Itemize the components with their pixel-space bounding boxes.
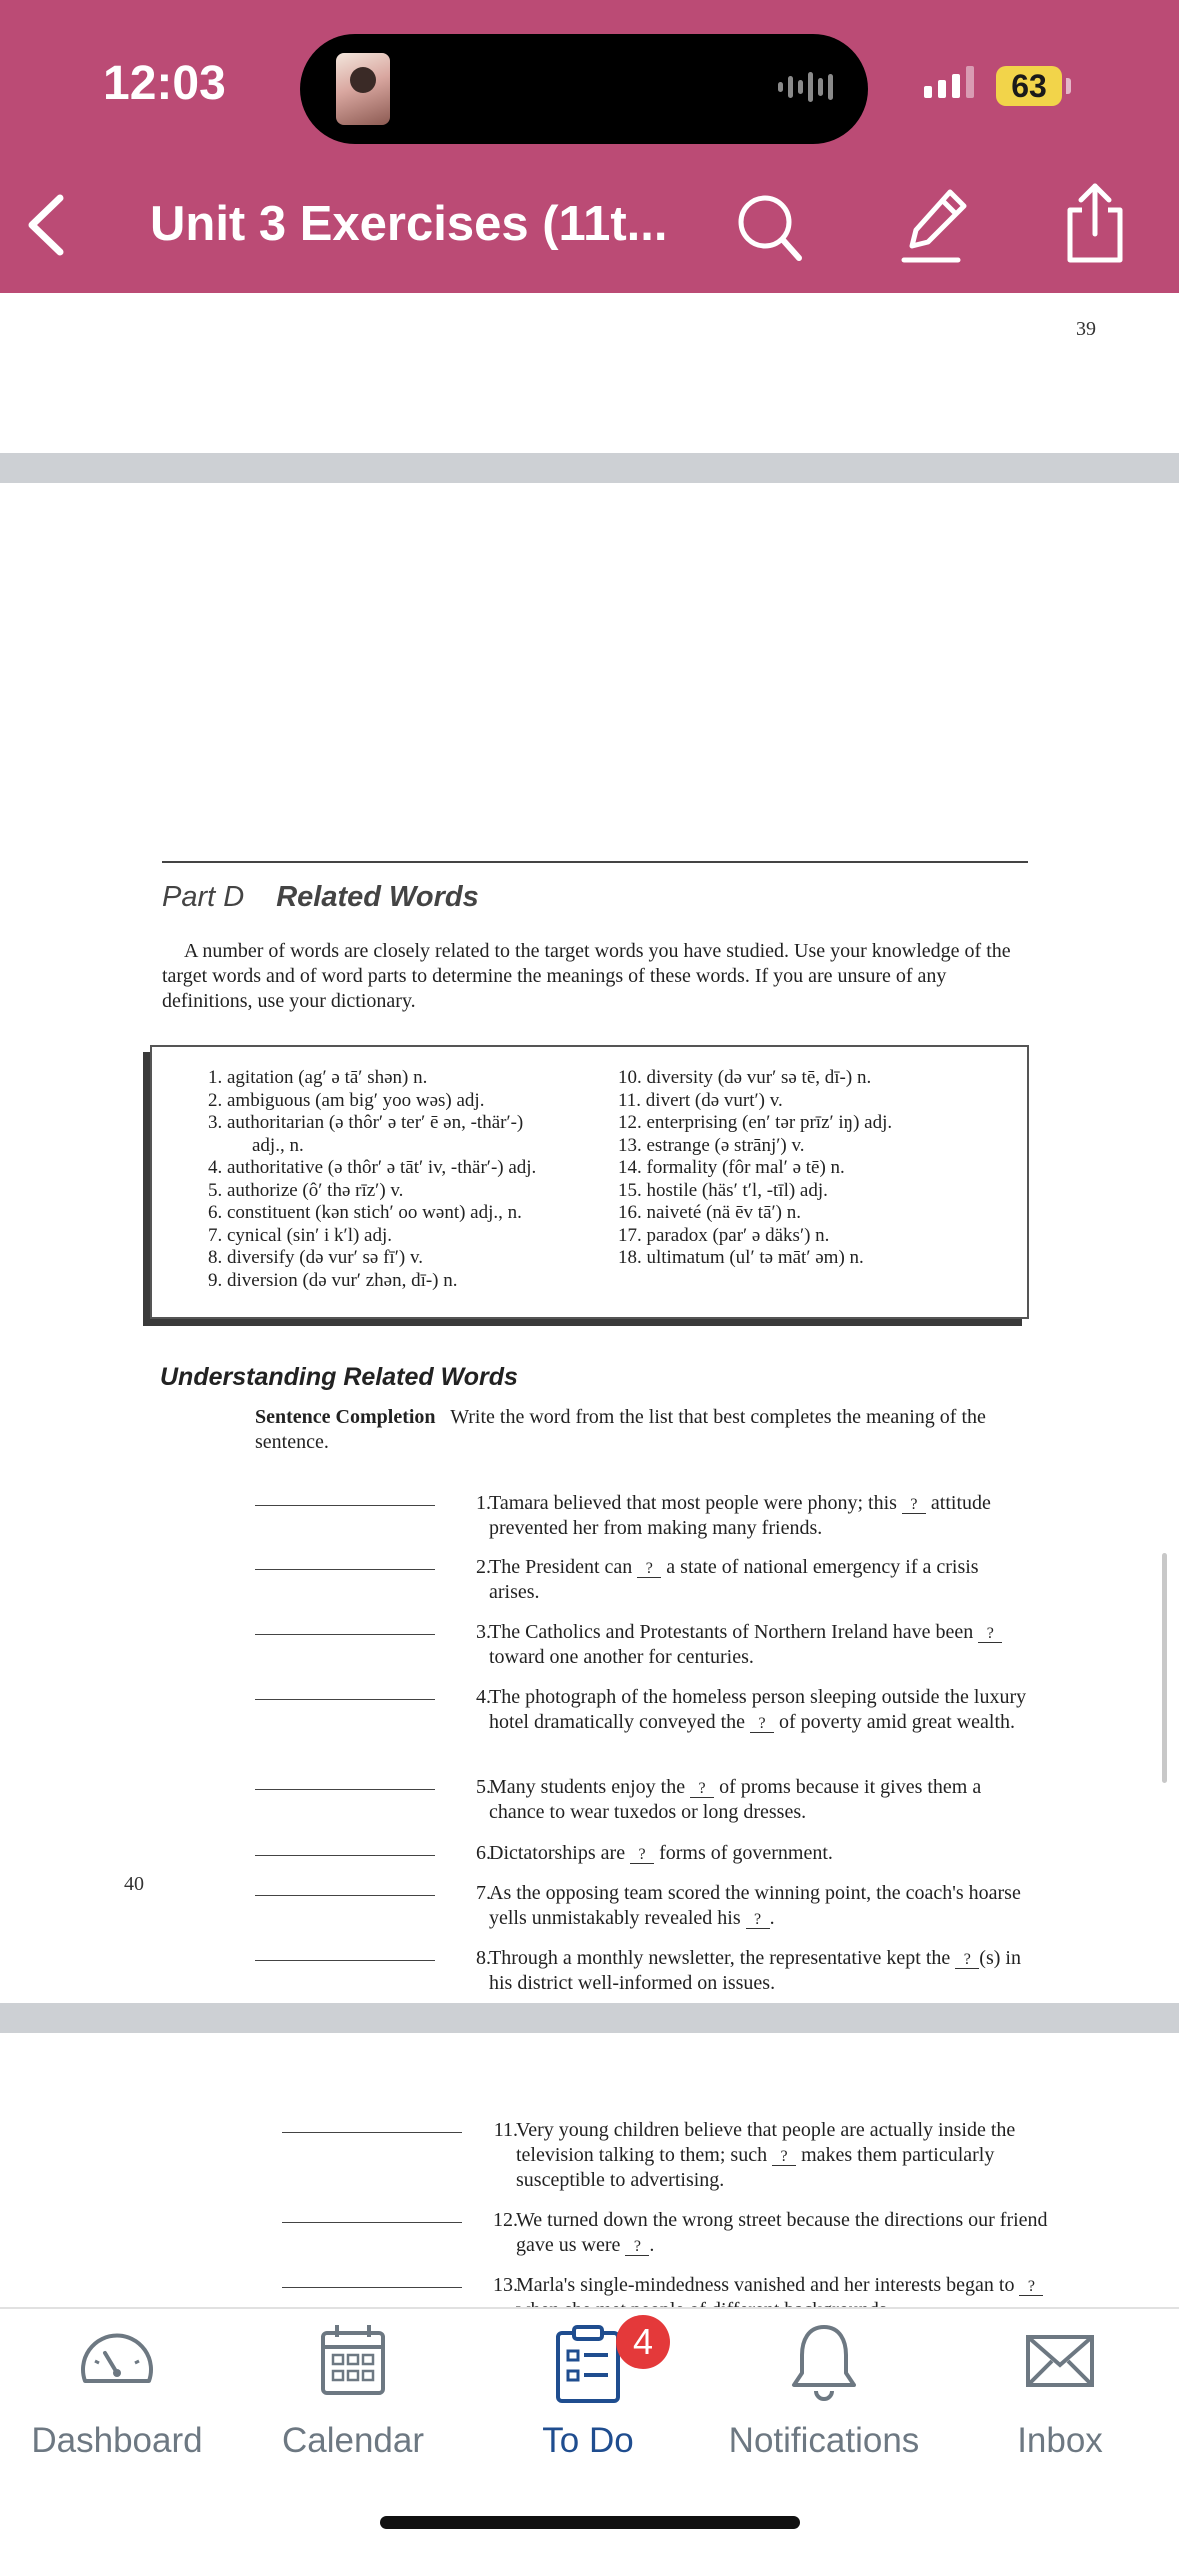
intro-paragraph: A number of words are closely related to the target words you have studied. Use your knowledge of the target words and of word parts to determine the meanings of these words. If you are unsure of any definitions, use your dictionary. xyxy=(162,940,1011,1012)
word-entry: 16. naiveté (nä ēv tā′) n. xyxy=(618,1202,801,1223)
battery-level: 63 xyxy=(996,66,1062,106)
nav-inbox[interactable] xyxy=(950,2309,1170,2509)
word-list-left xyxy=(208,1067,536,1292)
share-button[interactable] xyxy=(1060,180,1130,271)
word-entry: 2. ambiguous (am big′ yoo wəs) adj. xyxy=(208,1089,485,1111)
word-entry: 1. agitation (ag′ ə tā′ shən) n. xyxy=(208,1067,428,1088)
page-separator xyxy=(0,453,1179,483)
audio-wave-icon xyxy=(778,72,833,102)
page-title: Unit 3 Exercises (11t... xyxy=(150,197,668,251)
item-text: The photograph of the homeless person sleeping outside the luxury hotel dramatically conveyed the ? of poverty amid great wealth. xyxy=(489,1686,1027,1733)
part-heading xyxy=(162,881,479,914)
word-list-right xyxy=(618,1067,892,1270)
answer-blank[interactable] xyxy=(255,1699,435,1700)
word-entry: 7. cynical (sin′ i k′l) adj. xyxy=(208,1224,393,1246)
item-number: 2. xyxy=(476,1556,491,1578)
search-button[interactable] xyxy=(735,186,805,271)
section-heading: Understanding Related Words xyxy=(160,1363,518,1391)
status-time: 12:03 xyxy=(103,57,226,110)
nav-label: To Do xyxy=(542,2421,634,2460)
word-entry: 18. ultimatum (ul′ tə māt′ əm) n. xyxy=(618,1247,864,1268)
item-number: 8. xyxy=(476,1947,491,1969)
scrollbar[interactable] xyxy=(1162,1553,1167,1783)
nav-label: Inbox xyxy=(1017,2421,1103,2460)
blank-marker: ? xyxy=(625,2239,649,2256)
page-separator xyxy=(0,2003,1179,2033)
item-number: 3. xyxy=(476,1621,491,1643)
word-entry: 3. authoritarian (ə thôr′ ə ter′ ē ən, -thär′-) xyxy=(208,1112,524,1133)
blank-marker: ? xyxy=(690,1781,714,1798)
blank-marker: ? xyxy=(746,1912,770,1929)
word-entry: 4. authoritative (ə thôr′ ə tāt′ iv, -thär′-) adj. xyxy=(208,1157,537,1178)
blank-marker: ? xyxy=(1019,2279,1043,2296)
answer-blank[interactable] xyxy=(255,1634,435,1635)
home-indicator[interactable] xyxy=(380,2516,800,2529)
word-entry: 8. diversify (də vur′ sə fī′) v. xyxy=(208,1247,423,1268)
annotate-pen-icon xyxy=(900,186,970,266)
nav-label: Dashboard xyxy=(31,2421,203,2460)
share-icon xyxy=(1060,180,1130,266)
answer-blank[interactable] xyxy=(282,2132,462,2133)
divider-line xyxy=(162,861,1028,863)
mail-icon xyxy=(1022,2321,1098,2401)
answer-blank[interactable] xyxy=(255,1789,435,1790)
item-text: Many students enjoy the ? of proms because it gives them a chance to wear tuxedos or long dresses. xyxy=(489,1776,982,1823)
word-entry: 6. constituent (kən stich′ oo wənt) adj., n. xyxy=(208,1202,522,1223)
todo-count-badge: 4 xyxy=(616,2315,670,2369)
signal-icon xyxy=(924,66,974,98)
blank-marker: ? xyxy=(637,1561,661,1578)
calendar-icon xyxy=(317,2321,389,2401)
answer-blank[interactable] xyxy=(282,2222,462,2223)
back-button[interactable] xyxy=(18,190,78,260)
item-number: 6. xyxy=(476,1842,491,1864)
dashboard-icon xyxy=(77,2321,157,2401)
battery-tip-icon xyxy=(1066,78,1071,94)
instruction-label: Sentence Completion xyxy=(255,1406,436,1428)
item-number: 12. xyxy=(493,2209,518,2231)
item-text: Very young children believe that people are actually inside the television talking to them; such ? makes them particularly susceptible to advertising. xyxy=(516,2119,1016,2191)
item-text: The President can ? a state of national emergency if a crisis arises. xyxy=(489,1556,979,1603)
now-playing-thumbnail xyxy=(336,53,390,125)
word-entry: 9. diversion (də vur′ zhən, dī-) n. xyxy=(208,1269,458,1291)
item-number: 13. xyxy=(493,2274,518,2296)
word-entry: adj., n. xyxy=(252,1134,304,1156)
answer-blank[interactable] xyxy=(255,1569,435,1570)
word-entry: 17. paradox (par′ ə däks′) n. xyxy=(618,1224,830,1246)
app-header xyxy=(0,0,1179,293)
item-number: 7. xyxy=(476,1882,491,1904)
word-entry: 14. formality (fôr mal′ ə tē) n. xyxy=(618,1157,845,1178)
answer-blank[interactable] xyxy=(255,1505,435,1506)
instruction-text: Write the word from the list that best completes the meaning of the sentence. xyxy=(255,1406,986,1453)
item-number: 11. xyxy=(493,2119,518,2141)
dynamic-island xyxy=(300,34,868,144)
answer-blank[interactable] xyxy=(255,1855,435,1856)
word-entry: 15. hostile (häs′ t′l, -tīl) adj. xyxy=(618,1179,828,1201)
nav-notifications[interactable] xyxy=(714,2309,934,2509)
nav-label: Calendar xyxy=(281,2421,425,2460)
blank-marker: ? xyxy=(750,1716,774,1733)
document-viewer[interactable] xyxy=(0,293,1179,2308)
page-39-fragment xyxy=(0,293,1179,453)
todo-clipboard-icon xyxy=(552,2321,624,2405)
item-text: Tamara believed that most people were phony; this ? attitude prevented her from making many friends. xyxy=(489,1492,991,1539)
item-text: As the opposing team scored the winning point, the coach's hoarse yells unmistakably revealed his ? . xyxy=(489,1882,1021,1929)
word-entry: 13. estrange (ə strānj′) v. xyxy=(618,1134,805,1156)
item-text: We turned down the wrong street because the directions our friend gave us were ? . xyxy=(516,2209,1048,2256)
annotate-button[interactable] xyxy=(900,186,970,271)
item-number: 1. xyxy=(476,1492,491,1514)
nav-dashboard[interactable] xyxy=(7,2309,227,2509)
blank-marker: ? xyxy=(772,2149,796,2166)
page-number: 40 xyxy=(124,1873,144,1895)
page-number: 39 xyxy=(1076,318,1096,340)
back-icon xyxy=(18,190,78,260)
answer-blank[interactable] xyxy=(255,1960,435,1961)
bell-icon xyxy=(788,2321,860,2401)
word-entry: 11. divert (də vurt′) v. xyxy=(618,1089,783,1111)
nav-label: Notifications xyxy=(728,2421,920,2460)
blank-marker: ? xyxy=(978,1626,1002,1643)
blank-marker: ? xyxy=(955,1952,979,1969)
word-entry: 12. enterprising (en′ tər prīz′ iŋ) adj. xyxy=(618,1112,893,1133)
item-text: Through a monthly newsletter, the representative kept the ? (s) in his district well-informed on issues. xyxy=(489,1947,1021,1994)
instructions xyxy=(255,1405,1015,1455)
nav-calendar[interactable] xyxy=(243,2309,463,2509)
part-title: Related Words xyxy=(276,881,479,913)
part-label: Part D xyxy=(162,881,245,913)
word-entry: 10. diversity (də vur′ sə tē, dī-) n. xyxy=(618,1067,872,1088)
word-list-box xyxy=(150,1045,1029,1319)
answer-blank[interactable] xyxy=(282,2287,462,2288)
answer-blank[interactable] xyxy=(255,1895,435,1896)
word-entry: 5. authorize (ô′ thə rīz′) v. xyxy=(208,1179,404,1201)
item-text: Marla's single-mindedness vanished and her interests began to ? xyxy=(516,2273,1056,2323)
item-number: 4. xyxy=(476,1686,491,1708)
item-number: 5. xyxy=(476,1776,491,1798)
nav-todo[interactable] xyxy=(478,2309,698,2509)
item-text: The Catholics and Protestants of Northern Ireland have been ? toward one another for centuries. xyxy=(489,1620,1029,1670)
blank-marker: ? xyxy=(630,1847,654,1864)
item-text: Dictatorships are ? forms of government. xyxy=(489,1842,833,1864)
blank-marker: ? xyxy=(902,1497,926,1514)
search-icon xyxy=(735,186,805,266)
